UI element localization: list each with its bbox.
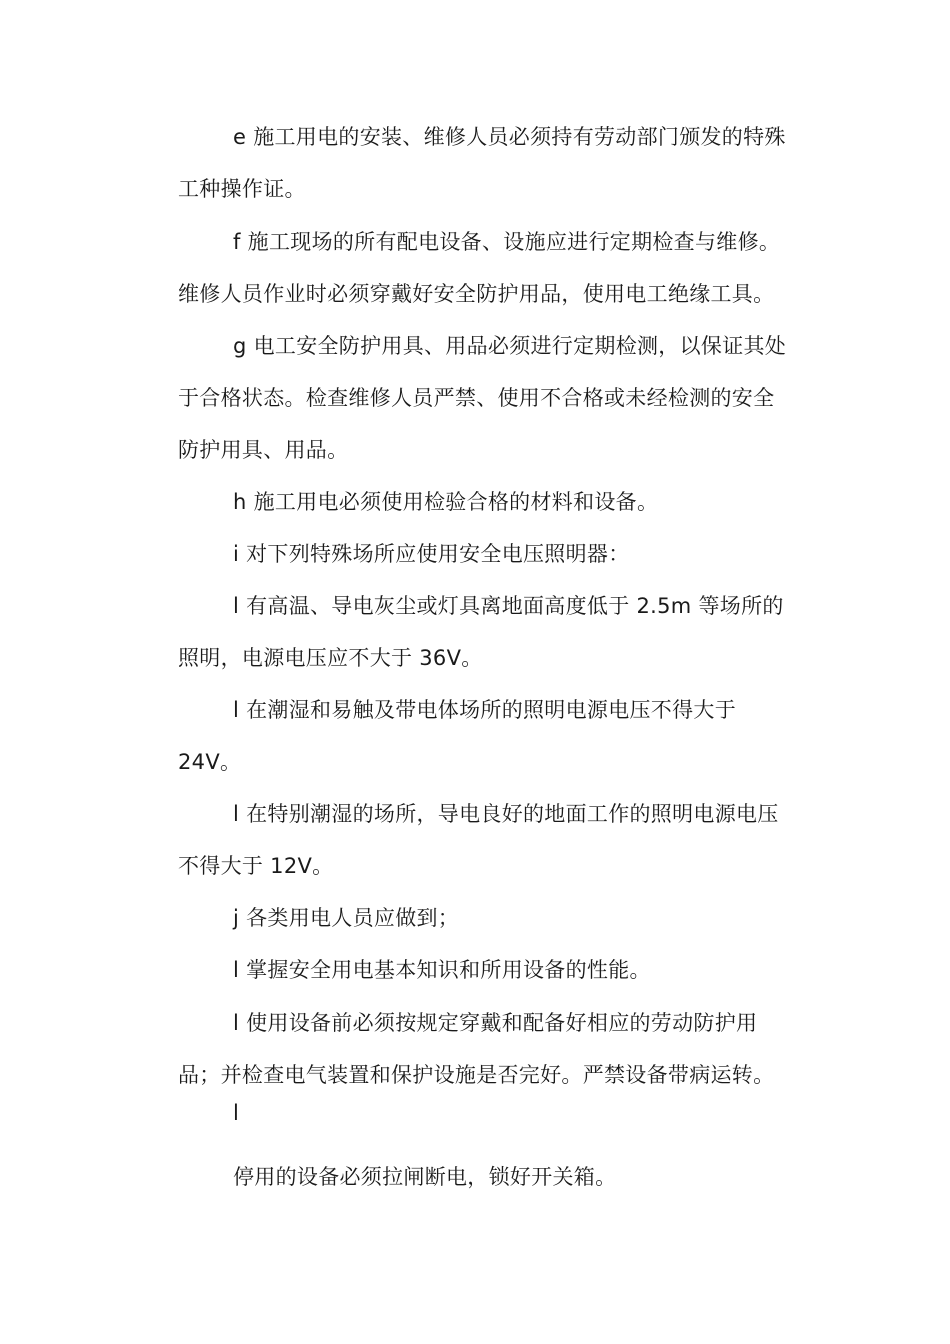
- text-line: 防护用具、用品。: [178, 438, 349, 462]
- text-line: g 电工安全防护用具、用品必须进行定期检测，以保证其处: [233, 334, 787, 358]
- text-line: l 使用设备前必须按规定穿戴和配备好相应的劳动防护用: [233, 1011, 758, 1035]
- text-line: l 有高温、导电灰尘或灯具离地面高度低于 2.5m 等场所的: [233, 594, 784, 618]
- text-line: 维修人员作业时必须穿戴好安全防护用品，使用电工绝缘工具。: [178, 282, 775, 306]
- text-line: i 对下列特殊场所应使用安全电压照明器：: [233, 542, 630, 566]
- text-line: 停用的设备必须拉闸断电，锁好开关箱。: [233, 1165, 617, 1189]
- text-line: 工种操作证。: [178, 177, 306, 201]
- text-line: 于合格状态。检查维修人员严禁、使用不合格或未经检测的安全: [178, 386, 775, 410]
- text-line: 照明，电源电压应不大于 36V。: [178, 646, 483, 670]
- text-line: f 施工现场的所有配电设备、设施应进行定期检查与维修。: [233, 230, 781, 254]
- text-line: 24V。: [178, 750, 242, 774]
- text-line: l 在潮湿和易触及带电体场所的照明电源电压不得大于: [233, 698, 737, 722]
- text-line: h 施工用电必须使用检验合格的材料和设备。: [233, 490, 659, 514]
- text-line: l: [233, 1101, 240, 1125]
- text-line: 不得大于 12V。: [178, 854, 334, 878]
- text-line: l 掌握安全用电基本知识和所用设备的性能。: [233, 958, 651, 982]
- text-line: e 施工用电的安装、维修人员必须持有劳动部门颁发的特殊: [233, 125, 786, 149]
- text-line: j 各类用电人员应做到；: [233, 906, 460, 930]
- text-line: 品；并检查电气装置和保护设施是否完好。严禁设备带病运转。: [178, 1063, 775, 1087]
- text-line: l 在特别潮湿的场所，导电良好的地面工作的照明电源电压: [233, 802, 779, 826]
